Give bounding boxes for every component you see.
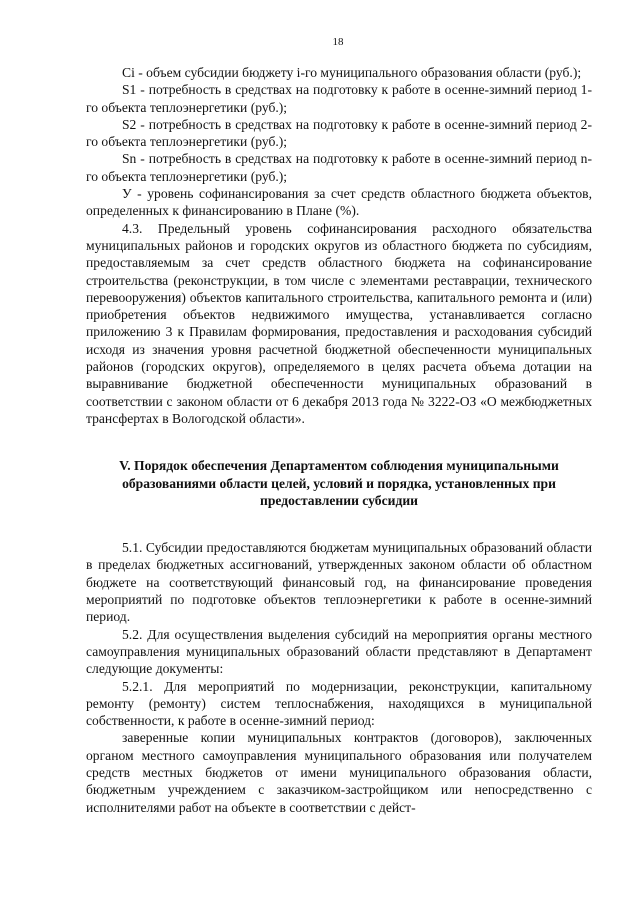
paragraph-5-1: 5.1. Субсидии предоставляются бюджетам муниципальных образований области в пределах бюджетных ассигнований, утвержденных законом области об областном бюджете на соответствующий финансовый год, на финансирование проведения мероприятий по подготовке объектов теплоэнергетики к работе в осенне-зимний период. [86,540,592,625]
paragraph-5-2: 5.2. Для осуществления выделения субсидий на мероприятия органы местного самоуправления муниципальных образований области представляют в Департамент следующие документы: [86,626,592,677]
paragraph-copies-of-contracts: заверенные копии муниципальных контрактов (договоров), заключенных органом местного самоуправления муниципального образования или получателем средств местных бюджетов от имени муниципального образования области, бюджетным учреждением с заказчиком-застройщиком или непосредственно с исполнителями работ на объекте в соответствии с дейст- [86,730,592,815]
page-number: 18 [332,36,344,48]
section-heading: V. Порядок обеспечения Департаментом соблюдения муниципальными образованиями области целей, условий и порядка, установленных при предоставлении субсидии [119,458,559,508]
paragraph-sn-definition: Sn - потребность в средствах на подготовку к работе в осенне-зимний период n-го объекта теплоэнергетики (руб.); [86,151,592,184]
paragraph-ci-definition: Ci - объем субсидии бюджету i-го муниципального образования области (руб.); [122,65,582,80]
document-body [86,64,592,816]
paragraph-s1-definition: S1 - потребность в средствах на подготовку к работе в осенне-зимний период 1-го объекта теплоэнергетики (руб.); [86,82,592,115]
paragraph-s2-definition: S2 - потребность в средствах на подготовку к работе в осенне-зимний период 2-го объекта теплоэнергетики (руб.); [86,116,592,150]
paragraph-5-2-1: 5.2.1. Для мероприятий по модернизации, реконструкции, капитальному ремонту (ремонту) систем теплоснабжения, находящихся в муниципальной собственности, к работе в осенне-зимний период: [86,678,592,729]
paragraph-4-3: 4.3. Предельный уровень софинансирования расходного обязательства муниципальных районов и городских округов из областного бюджета по субсидиям, предоставляемым за счет средств областного бюджета на софинансирование строительства (реконструкции, в том числе с элементами реставрации, технического перевооружения) объектов капитального строительства, капитального ремонта и (или) приобретения объектов недвижимого имущества, устанавливается согласно приложению 3 к Правилам формирования, предоставления и расходования субсидий исходя из значения уровня расчетной бюджетной обеспеченности муниципальных районов (городских округов), определяемого в целях расчета объема дотации на выравнивание бюджетной обеспеченности муниципальных образований в соответствии с законом области от 6 декабря 2013 года № 3222-ОЗ «О межбюджетных трансфертах в Вологодской области». [86,220,592,426]
paragraph-u-definition: У - уровень софинансирования за счет средств областного бюджета объектов, определенных к финансированию в Плане (%). [86,186,592,219]
